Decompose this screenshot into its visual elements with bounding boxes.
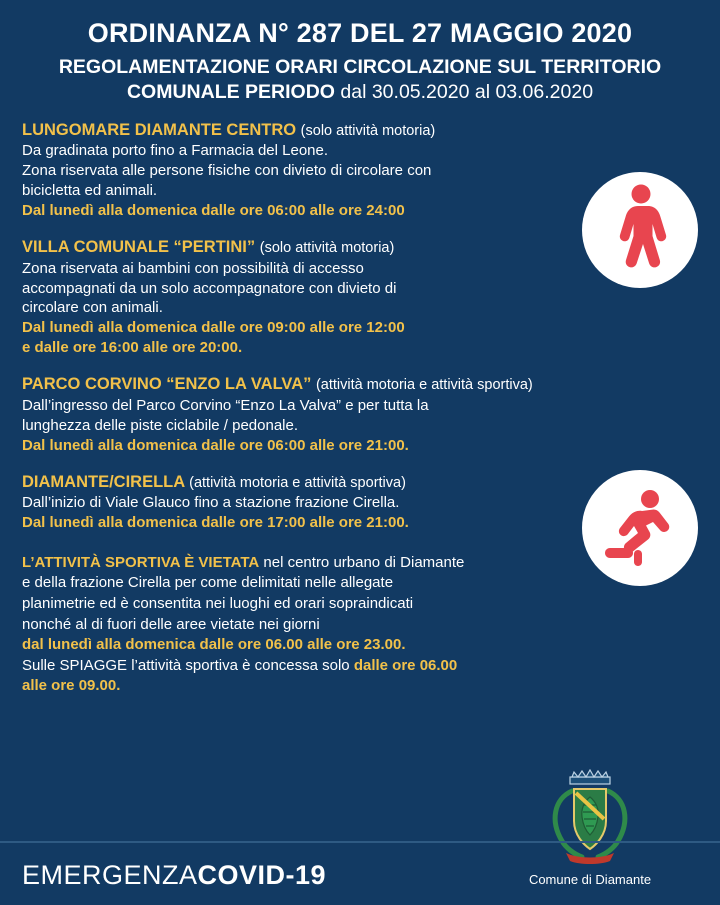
final-line: e della frazione Cirella per come delimitati nelle allegate <box>22 574 394 592</box>
section-parco-corvino-enzo-la-valva <box>22 374 702 455</box>
section-note: (solo attività motoria) <box>259 240 395 257</box>
section-title <box>22 237 702 258</box>
section-title-text: DIAMANTE/CIRELLA <box>22 472 185 491</box>
final-beaches-hours: dalle ore 06.00 <box>353 656 458 674</box>
section-line: circolare con animali. <box>22 299 163 317</box>
municipal-crest <box>500 769 680 887</box>
section-title <box>22 120 702 141</box>
section-line: accompagnati da un solo accompagnatore con divieto di <box>22 279 397 297</box>
section-line: Dall’inizio di Viale Glauco fino a stazione frazione Cirella. <box>22 493 400 511</box>
section-hours: Dal lunedì alla domenica dalle ore 06:00 alle ore 21:00. <box>22 436 409 454</box>
header-period-dates: dal 30.05.2020 al 03.06.2020 <box>340 80 594 103</box>
poster-body <box>0 114 720 697</box>
section-note: (attività motoria e attività sportiva) <box>315 377 533 394</box>
section-line: Dall’ingresso del Parco Corvino “Enzo La Valva” e per tutta la <box>22 396 429 414</box>
section-title <box>22 374 702 395</box>
section-line: bicicletta ed animali. <box>22 182 158 200</box>
section-hours: e dalle ore 16:00 alle ore 20:00. <box>22 339 243 357</box>
section-line: lunghezza delle piste ciclabile / pedonale. <box>22 416 299 434</box>
section-note: (attività motoria e attività sportiva) <box>189 474 406 491</box>
final-line-rest: nel centro urbano di Diamante <box>259 553 465 571</box>
header-period-label: COMUNALE PERIODO <box>126 80 335 103</box>
poster-header <box>0 0 720 114</box>
section-line: Zona riservata ai bambini con possibilità di accesso <box>22 259 364 277</box>
section-title-text: LUNGOMARE DIAMANTE CENTRO <box>22 120 297 139</box>
final-line: nonché al di fuori delle aree vietate nei giorni <box>22 615 320 633</box>
section-title-text: PARCO CORVINO “ENZO LA VALVA” <box>22 375 312 394</box>
final-line <box>22 656 702 677</box>
final-hours: dal lunedì alla domenica dalle ore 06.00 alle ore 23.00. <box>22 636 406 654</box>
header-subtitle-1: REGOLAMENTAZIONE ORARI CIRCOLAZIONE SUL TERRITORIO <box>58 56 662 79</box>
final-beaches-text: Sulle SPIAGGE l’attività sportiva è concessa solo <box>22 656 354 674</box>
section-lungomare-diamante-centro <box>22 120 702 221</box>
footer-emergenza: EMERGENZA <box>22 860 198 890</box>
final-notice <box>22 553 702 697</box>
section-hours: Dal lunedì alla domenica dalle ore 09:00 alle ore 12:00 <box>22 319 405 337</box>
section-diamante-cirella <box>22 472 702 533</box>
crest-caption: Comune di Diamante <box>528 872 652 887</box>
section-hours: Dal lunedì alla domenica dalle ore 06:00 alle ore 24:00 <box>22 202 405 220</box>
final-line <box>22 553 702 574</box>
header-subtitle-2 <box>20 80 700 104</box>
section-note: (solo attività motoria) <box>300 122 436 139</box>
coat-of-arms-icon <box>526 769 654 865</box>
section-line: Zona riservata alle persone fisiche con divieto di circolare con <box>22 162 432 180</box>
section-hours: Dal lunedì alla domenica dalle ore 17:00 alle ore 21:00. <box>22 513 409 531</box>
footer-emergency-label <box>22 860 326 891</box>
footer-covid: COVID-19 <box>197 860 327 890</box>
page-title: ORDINANZA N° 287 DEL 27 MAGGIO 2020 <box>87 18 633 48</box>
footer-divider <box>0 841 720 843</box>
section-villa-comunale-pertini <box>22 237 702 358</box>
final-emphasis: L’ATTIVITÀ SPORTIVA È VIETATA <box>22 553 260 571</box>
section-line: Da gradinata porto fino a Farmacia del Leone. <box>22 142 329 160</box>
final-line: planimetrie ed è consentita nei luoghi ed orari sopraindicati <box>22 594 414 612</box>
section-title <box>22 472 702 493</box>
section-title-text: VILLA COMUNALE “PERTINI” <box>22 238 256 257</box>
final-hours-end: alle ore 09.00. <box>22 677 121 695</box>
